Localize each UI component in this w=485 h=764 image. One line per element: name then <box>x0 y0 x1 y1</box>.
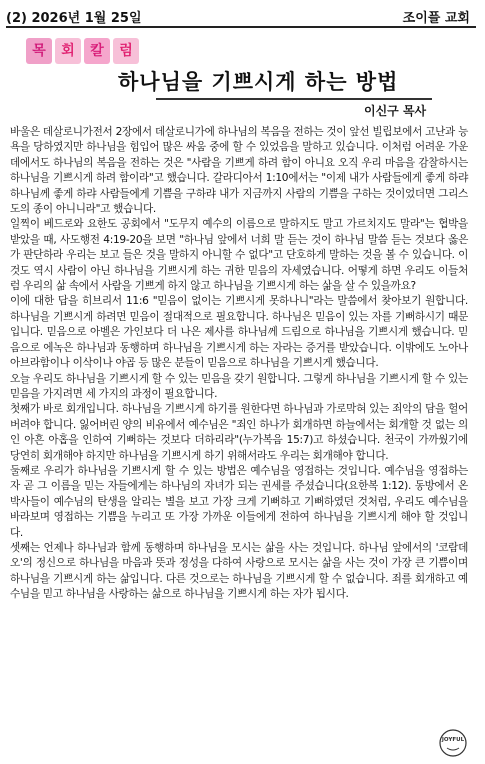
column-banner <box>26 38 139 66</box>
article-body <box>10 125 468 603</box>
paragraph: 둘째로 우리가 하나님을 기쁘시게 할 수 있는 방법은 예수님을 영접하는 것입니다. 예수님을 영접하는 자 곧 그 이름을 믿는 자들에게는 하나님의 자녀가 되는 권세를 주셨습니다(요한복 1:12). 동방에서 온 박사들이 예수님의 탄생을 알리는 별을 보고 가장 크게 기뻐하고 기뻐하였던 것처럼, 우리도 예수님을 바라보며 영접하는 기쁨을 누리고 또 가장 가까운 이들에게 전하여 하나님을 기쁘시게 해야 할 것입니다. <box>10 464 468 539</box>
banner-char-4: 럼 <box>113 38 139 64</box>
paragraph: 셋째는 언제나 하나님과 함께 동행하며 하나님을 모시는 삶을 사는 것입니다. 하나님 앞에서의 '코람데오'의 정신으로 하나님을 마음과 뜻과 정성을 다하여 사랑으로 모시는 삶을 사는 것이 가장 큰 기쁨이며 하나님을 기쁘시게 하는 삶입니다. 다른 것으로는 하나님을 기쁘시게 할 수 없습니다. 죄를 회개하고 예수님을 믿고 하나님을 사랑하는 삶으로 하나님을 기쁘시게 하는 자가 됩시다. <box>10 541 468 601</box>
title-underline <box>156 98 432 100</box>
church-name: 조이플 교회 <box>402 11 470 26</box>
sermon-title: 하나님을 기쁘시게 하는 방법 <box>118 70 399 94</box>
banner-char-2: 회 <box>55 38 81 64</box>
paragraph: 오늘 우리도 하나님을 기쁘시게 할 수 있는 믿음을 갖기 원합니다. 그렇게 하나님을 기쁘시게 할 수 있는 믿음을 가지려면 세 가지의 과정이 필요합니다. <box>10 372 468 400</box>
logo-text: JOYFUL <box>441 737 465 743</box>
banner-char-3: 칼 <box>84 38 110 64</box>
paragraph: 이에 대한 답을 히브리서 11:6 "믿음이 없이는 기쁘시게 못하나니"라는 말씀에서 찾아보기 원합니다. 하나님을 기쁘시게 하려면 믿음이 절대적으로 필요합니다. 하나님은 믿음이 있는 자를 기뻐하시기 때문입니다. 믿음으로 아벨은 가인보다 더 나은 제사를 하나님께 드림으로 하나님을 기쁘시게 했습니다. 믿음으로 에녹은 하나님과 동행하며 하나님을 기쁘시게 하는 자라는 증거를 받았습니다. 이밖에도 노아나 아브라함이나 이삭이나 야곱 등 많은 분들이 믿음으로 하나님을 기쁘시게 했습니다. <box>10 295 468 370</box>
author: 이신구 목사 <box>364 104 427 118</box>
church-logo-icon <box>438 728 468 758</box>
paragraph: 첫째가 바로 회개입니다. 하나님을 기쁘시게 하기를 원한다면 하나님과 가로막혀 있는 죄악의 담을 헐어버려야 합니다. 잃어버린 양의 비유에서 예수님은 "죄인 하나가 회개하면 하늘에서는 회개할 것 없는 의인 아흔 아홉을 인하여 기뻐하는 것보다 더하리라"(누가복음 15:7)고 하셨습니다. 천국이 가까웠기에 당연히 회개해야 하지만 하나님을 기쁘시게 하기 위해서라도 우리는 회개해야 합니다. <box>10 403 468 462</box>
issue-date: (2) 2026년 1월 25일 <box>6 11 142 26</box>
header-rule <box>6 26 476 28</box>
page-header <box>6 6 476 28</box>
paragraph: 일찍이 베드로와 요한도 공회에서 "도무지 예수의 이름으로 말하지도 말고 가르치지도 말라"는 협박을 받았을 때, 사도행전 4:19-20을 보면 "하나님 앞에서 너희 말 듣는 것이 하나님 말씀 듣는 것보다 옳은가 판단하라 우리는 보고 들은 것을 말하지 아니할 수 없다"고 단호하게 말하는 것을 볼 수 있습니다. 이것도 역시 사람이 아닌 하나님을 기쁘시게 하는 귀한 믿음의 자세였습니다. 어떻게 하면 우리도 이들처럼 우리의 삶 속에서 사람을 기쁘게 하지 않고 하나님을 기쁘시게 하는 삶을 살 수 있을까요? <box>10 218 468 293</box>
paragraph: 바울은 데살로니가전서 2장에서 데살로니가에 하나님의 복음을 전하는 것이 앞선 빌립보에서 고난과 능욕을 당하였지만 하나님을 힘입어 많은 싸움 중에 할 수 있었음을 말하고 있습니다. 이처럼 어려운 가운데에서도 하나님의 복음을 전하는 것은 "사람을 기쁘게 하려 함이 아니요 오직 우리 마음을 감찰하시는 하나님을 기쁘시게 하려 함이라"고 했습니다. 갈라디아서 1:10에서는 "이제 내가 사람들에게 좋게 하랴 하나님께 좋게 하랴 사람들에게 기쁨을 구하랴 내가 지금까지 사람의 기쁨을 구하는 것이었더면 그리스도의 종이 아니니라"고 했습니다. <box>10 126 468 216</box>
banner-char-1: 목 <box>26 38 52 64</box>
